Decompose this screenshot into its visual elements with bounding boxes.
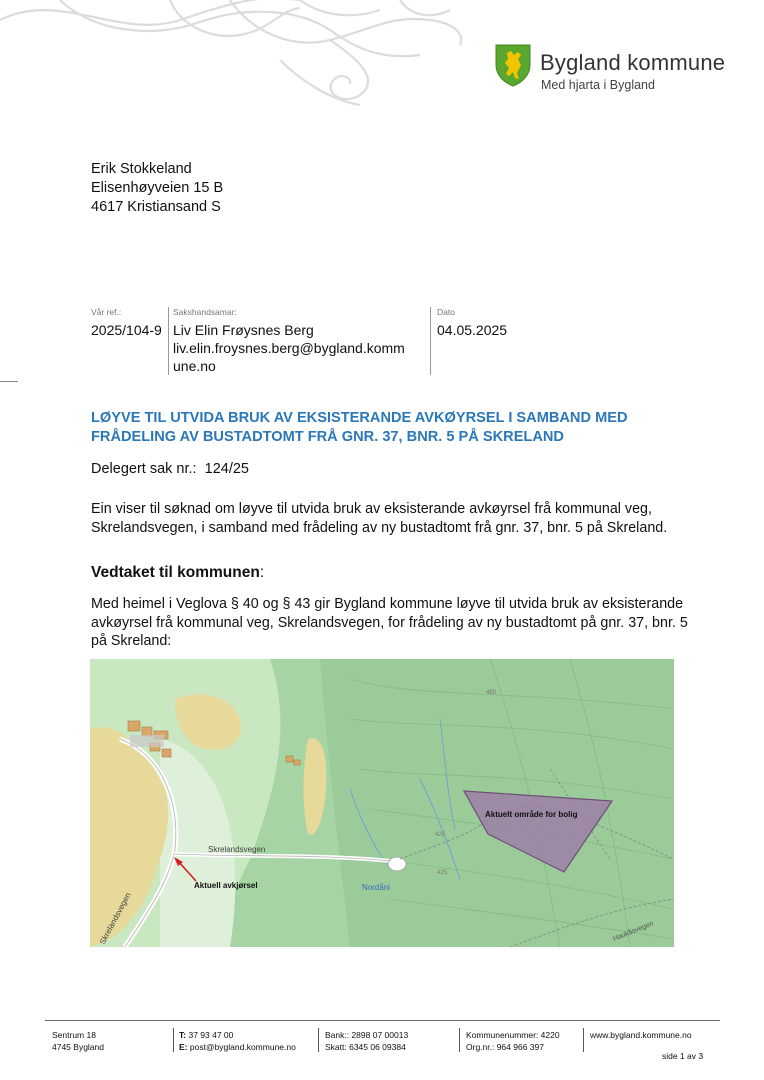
- footer-divider: [318, 1028, 319, 1052]
- label-nordani: Nordåni: [362, 883, 391, 892]
- org-name: Bygland kommune: [540, 50, 726, 75]
- footer-rule: [45, 1020, 720, 1021]
- fold-mark: [0, 381, 18, 382]
- page-number: side 1 av 3: [662, 1051, 704, 1061]
- footer-website: www.bygland.kommune.no: [590, 1030, 692, 1040]
- letter-title: LØYVE TIL UTVIDA BRUK AV EKSISTERANDE AVKØYRSEL I SAMBAND MED FRÅDELING AV BUSTADTOMT FRÅ GNR. 37, BNR. 5 PÅ SKRELAND: [91, 410, 628, 445]
- footer-email: post@bygland.kommune.no: [189, 1041, 296, 1052]
- footer-bank-account: Bank:: 2898 07 00013: [325, 1030, 409, 1040]
- label-contour-425: 425: [435, 832, 446, 838]
- farmyard: [130, 735, 164, 747]
- letter-date: 04.05.2025: [437, 322, 508, 338]
- footer-address-line1: Sentrum 18: [52, 1030, 96, 1040]
- decision-heading-colon: :: [259, 564, 265, 581]
- label-skrelandsvegen: Skrelandsvegen: [208, 845, 266, 854]
- recipient-postal: 4617 Kristiansand S: [91, 199, 221, 215]
- org-tagline: Med hjarta i Bygland: [541, 78, 655, 92]
- ref-divider: [430, 307, 431, 375]
- date-label: Dato: [437, 307, 455, 317]
- footer-email-label: E:: [179, 1041, 188, 1052]
- handler-email-line1: liv.elin.froysnes.berg@bygland.komm: [173, 340, 405, 356]
- ref-divider: [168, 307, 169, 375]
- our-ref-label: Vår ref.:: [91, 307, 122, 317]
- label-haukasvegen: Haukåsvegen: [612, 920, 655, 943]
- handler-label: Sakshandsamar:: [173, 307, 237, 317]
- footer-bank: [325, 1030, 408, 1053]
- site-map: [90, 659, 674, 947]
- footer-municipality-number: Kommunenummer: 4220: [466, 1030, 560, 1040]
- handler-name: Liv Elin Frøysnes Berg: [173, 322, 314, 338]
- intro-paragraph: Ein viser til søknad om løyve til utvida bruk av eksisterande avkøyrsel frå kommunal veg, Skrelandsvegen, i samband med frådeling av ny bustadtomt frå gnr. 37, bnr. 5 på Skreland.: [91, 501, 668, 536]
- delegated-case: [91, 461, 249, 477]
- recipient-street: Elisenhøyveien 15 B: [91, 180, 224, 196]
- label-skrelandsvegen-left: Skrelandsvegen: [97, 891, 133, 946]
- footer-address-line2: 4745 Bygland: [52, 1041, 104, 1052]
- footer-org: [466, 1030, 560, 1053]
- recipient-name: Erik Stokkeland: [91, 161, 192, 177]
- footer-phone: 37 93 47 00: [188, 1030, 234, 1040]
- footer-divider: [459, 1028, 460, 1052]
- footer-contact: [179, 1030, 296, 1053]
- footer-divider: [173, 1028, 174, 1052]
- handler-email-line2: une.no: [173, 358, 216, 374]
- header-ornament: [0, 0, 470, 110]
- decision-heading-text: Vedtaket til kommunen: [91, 564, 260, 581]
- label-access: Aktuell avkjørsel: [194, 881, 258, 890]
- label-contour-450: 450: [486, 690, 497, 696]
- footer-org-number: Org.nr.: 964 966 397: [466, 1041, 544, 1052]
- delegated-case-label: Delegert sak nr.:: [91, 461, 197, 477]
- our-ref: 2025/104-9: [91, 322, 162, 338]
- decision-heading: [91, 564, 264, 582]
- footer-phone-label: T:: [179, 1030, 187, 1040]
- label-contour-425b: 425: [437, 870, 448, 876]
- delegated-case-number: 124/25: [204, 461, 249, 477]
- footer-address: [52, 1030, 104, 1053]
- decision-paragraph: Med heimel i Veglova § 40 og § 43 gir Bygland kommune løyve til utvida bruk av eksisterande avkøyrsel frå kommunal veg, Skrelandsvegen, for frådeling av ny bustadtomt på gnr. 37, bnr. 5 på Skreland:: [91, 596, 688, 650]
- bygland-coat-of-arms-icon: [494, 43, 532, 87]
- label-proposed-plot: Aktuelt område for bolig: [485, 810, 578, 819]
- footer-tax-account: Skatt: 6345 06 09384: [325, 1041, 406, 1052]
- footer-divider: [583, 1028, 584, 1052]
- turning-circle: [388, 857, 406, 871]
